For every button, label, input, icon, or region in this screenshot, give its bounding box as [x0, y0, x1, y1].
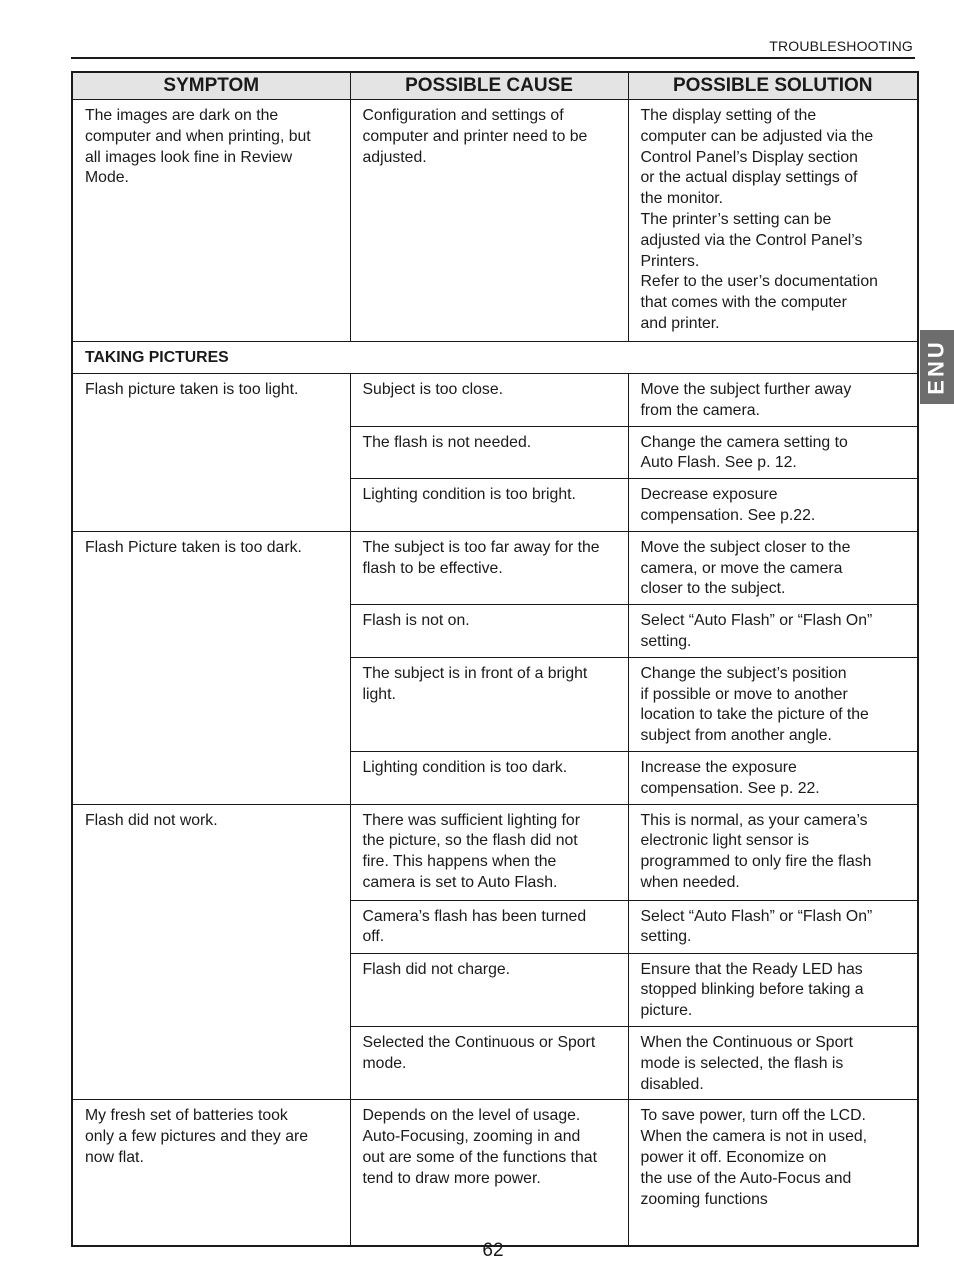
cause-cell: Lighting condition is too dark.	[350, 751, 628, 804]
cause-cell: Subject is too close.	[350, 374, 628, 427]
cause-cell: Selected the Continuous or Sport mode.	[350, 1026, 628, 1099]
cause-cell: Camera’s flash has been turned off.	[350, 900, 628, 953]
solution-cell: Change the camera setting to Auto Flash. See p. 12.	[628, 426, 918, 479]
column-header-symptom: SYMPTOM	[72, 72, 350, 100]
language-tab	[920, 330, 954, 404]
section-title: TAKING PICTURES	[72, 342, 918, 374]
solution-cell: Change the subject’s position if possible or move to another location to take the picture of the subject from another angle.	[628, 657, 918, 751]
solution-cell: To save power, turn off the LCD. When the camera is not in used, power it off. Economize on the use of the Auto-Focus and zooming functions	[628, 1100, 918, 1246]
cause-cell: Flash did not charge.	[350, 953, 628, 1026]
column-header-solution: POSSIBLE SOLUTION	[628, 72, 918, 100]
cause-cell: The subject is in front of a bright light.	[350, 657, 628, 751]
table-row	[72, 374, 918, 427]
table-row	[72, 100, 918, 342]
cause-cell: The subject is too far away for the flash to be effective.	[350, 531, 628, 604]
cause-cell: Configuration and settings of computer and printer need to be adjusted.	[350, 100, 628, 342]
symptom-cell: The images are dark on the computer and when printing, but all images look fine in Review Mode.	[72, 100, 350, 342]
cause-cell: There was sufficient lighting for the picture, so the flash did not fire. This happens when the camera is set to Auto Flash.	[350, 804, 628, 900]
symptom-cell: My fresh set of batteries took only a few pictures and they are now flat.	[72, 1100, 350, 1246]
table-row	[72, 1100, 918, 1246]
header-divider	[71, 57, 915, 59]
cause-cell: Lighting condition is too bright.	[350, 479, 628, 532]
table-row	[72, 804, 918, 900]
symptom-cell: Flash picture taken is too light.	[72, 374, 350, 532]
column-header-cause: POSSIBLE CAUSE	[350, 72, 628, 100]
solution-cell: The display setting of the computer can be adjusted via the Control Panel’s Display section or the actual display settings of the monitor. The printer’s setting can be adjusted via the Control Panel’s Printers. Refer to the user’s documentation that comes with the computer and printer.	[628, 100, 918, 342]
symptom-cell: Flash did not work.	[72, 804, 350, 1100]
symptom-cell: Flash Picture taken is too dark.	[72, 531, 350, 804]
section-row	[72, 342, 918, 374]
section-header-label: TROUBLESHOOTING	[769, 38, 913, 54]
solution-cell: Select “Auto Flash” or “Flash On” setting.	[628, 605, 918, 658]
page-number: 62	[482, 1240, 504, 1261]
solution-cell: Move the subject closer to the camera, or move the camera closer to the subject.	[628, 531, 918, 604]
cause-cell: The flash is not needed.	[350, 426, 628, 479]
table-row	[72, 531, 918, 604]
solution-cell: Select “Auto Flash” or “Flash On” setting.	[628, 900, 918, 953]
troubleshooting-table	[71, 71, 919, 1247]
language-tab-label: ENU	[924, 339, 950, 395]
cause-cell: Flash is not on.	[350, 605, 628, 658]
solution-cell: Increase the exposure compensation. See p. 22.	[628, 751, 918, 804]
solution-cell: Move the subject further away from the camera.	[628, 374, 918, 427]
solution-cell: When the Continuous or Sport mode is selected, the flash is disabled.	[628, 1026, 918, 1099]
table-header-row	[72, 72, 918, 100]
solution-cell: Decrease exposure compensation. See p.22.	[628, 479, 918, 532]
cause-cell: Depends on the level of usage. Auto-Focusing, zooming in and out are some of the functions that tend to draw more power.	[350, 1100, 628, 1246]
solution-cell: Ensure that the Ready LED has stopped blinking before taking a picture.	[628, 953, 918, 1026]
solution-cell: This is normal, as your camera’s electronic light sensor is programmed to only fire the flash when needed.	[628, 804, 918, 900]
